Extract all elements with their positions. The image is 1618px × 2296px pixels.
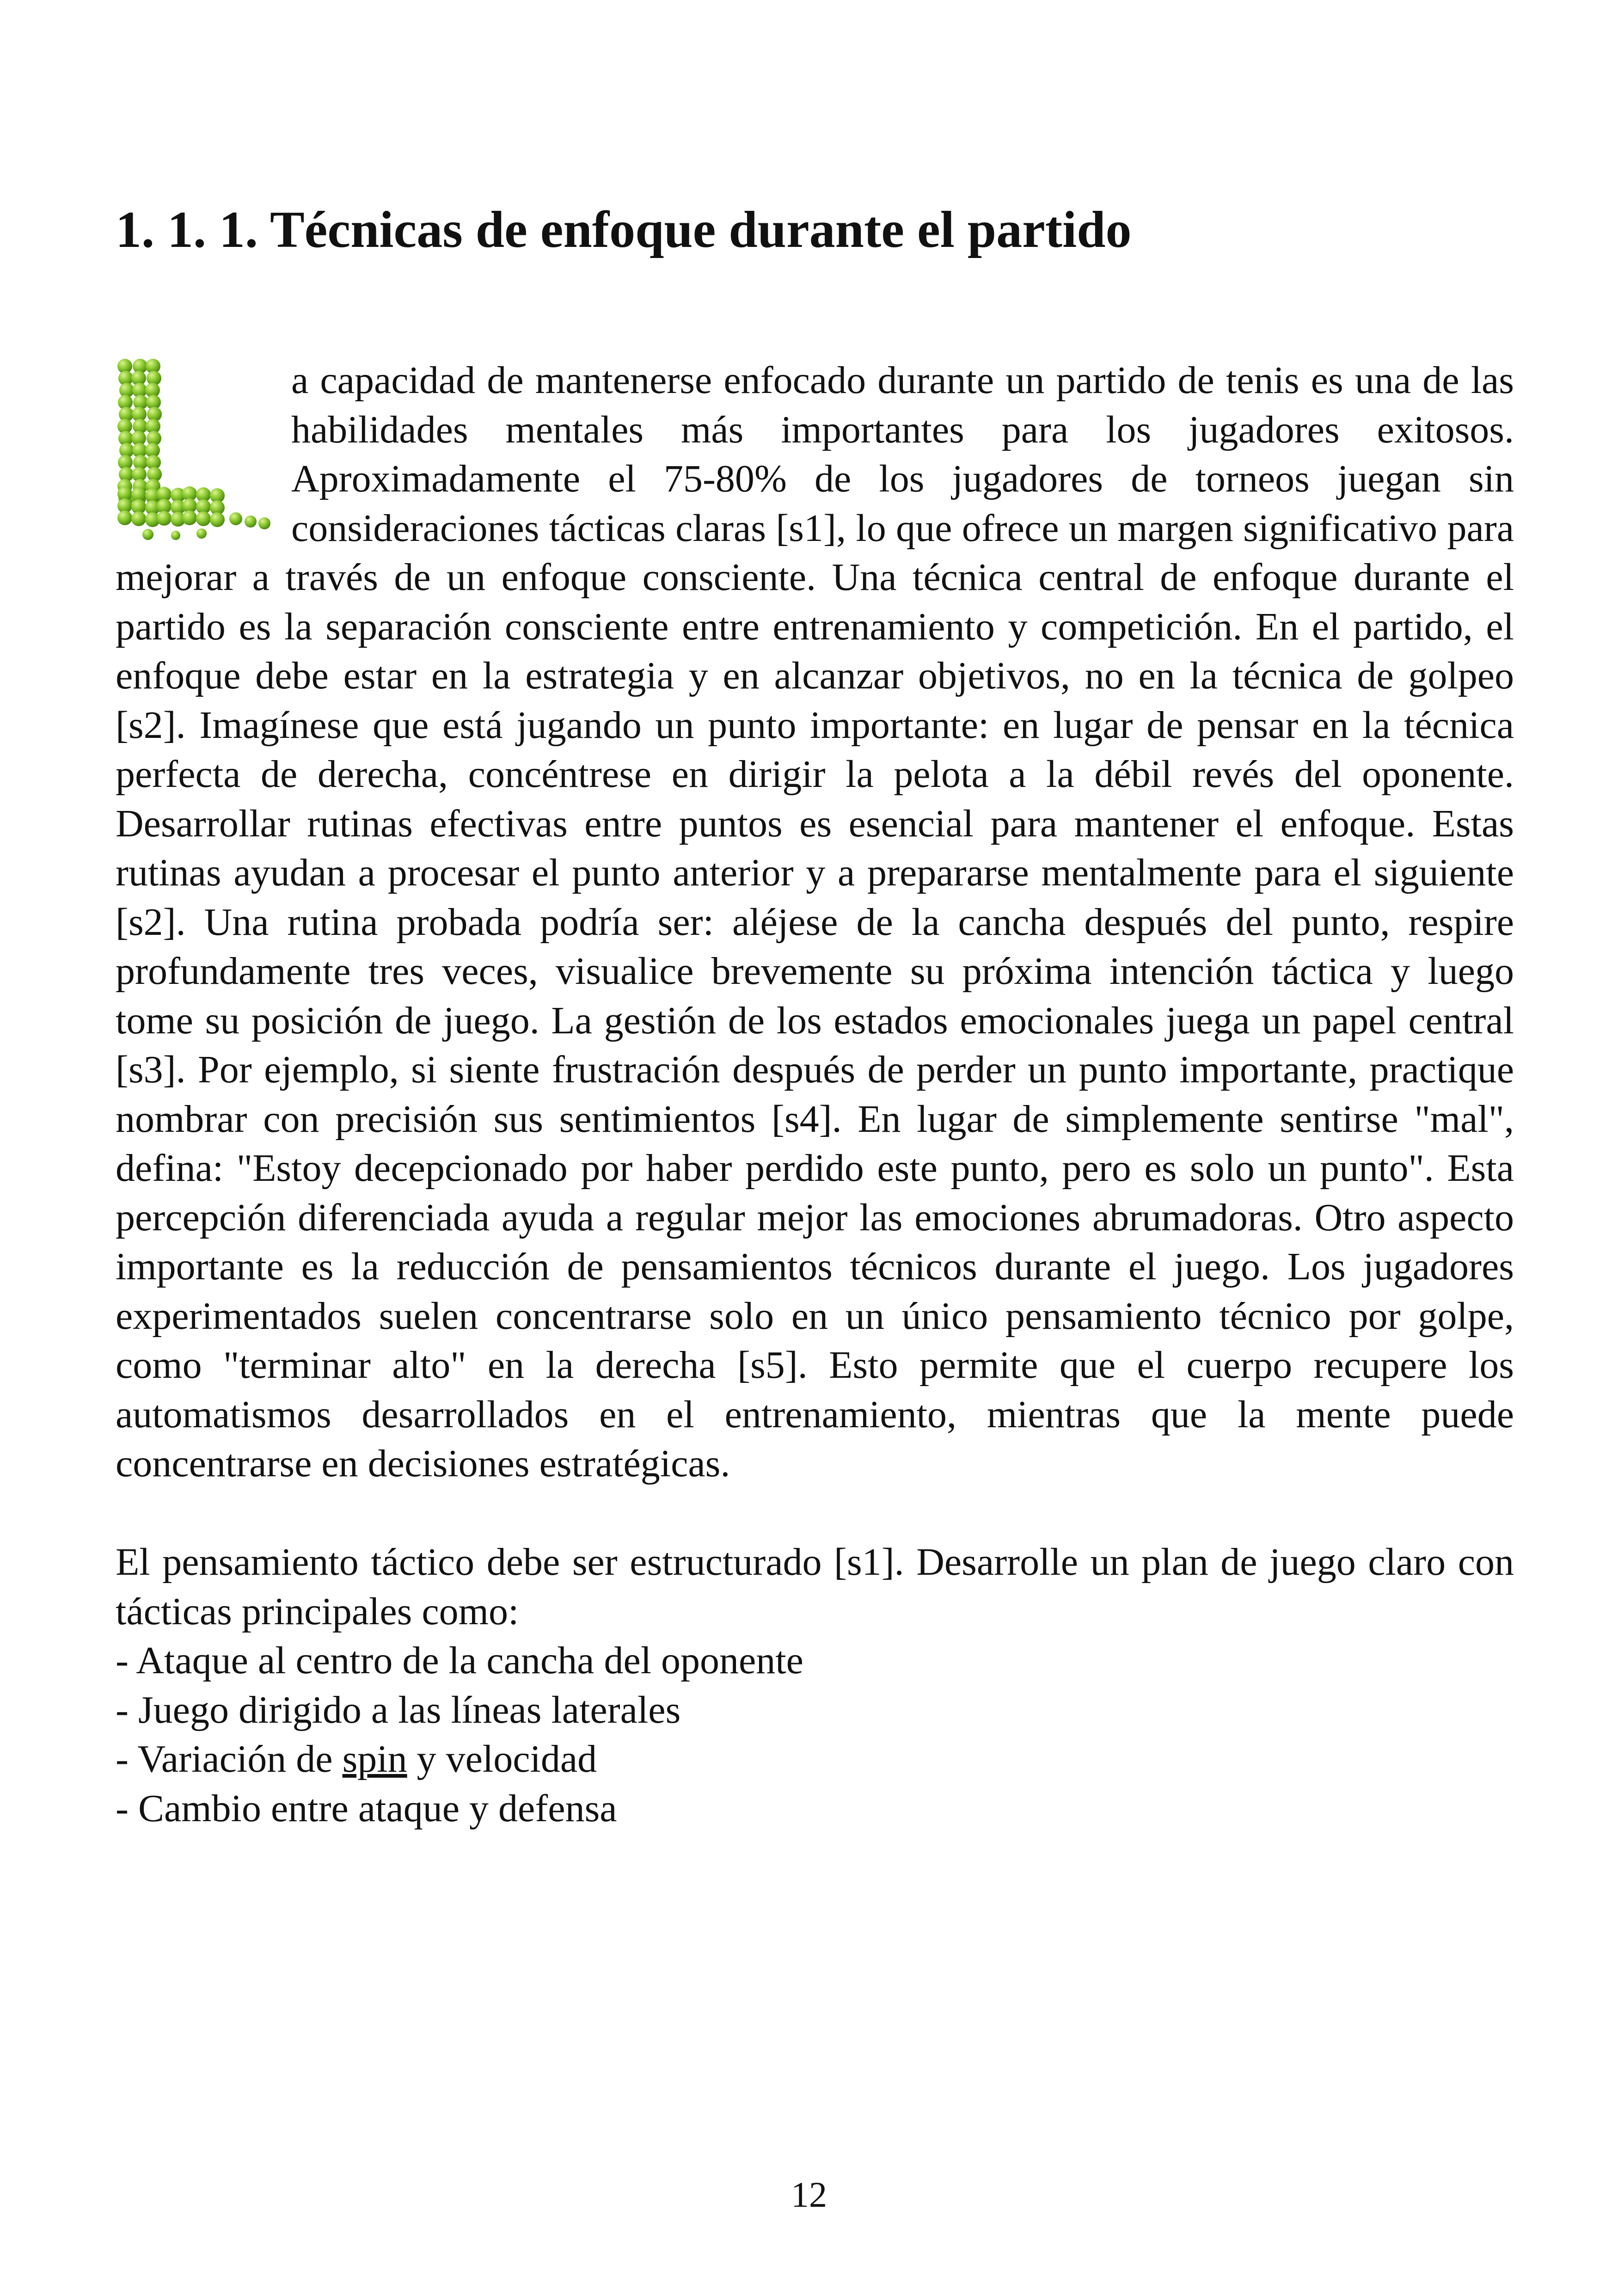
spin-link[interactable]: spin bbox=[342, 1737, 407, 1780]
page-number: 12 bbox=[791, 2174, 827, 2215]
list-item: - Juego dirigido a las líneas laterales bbox=[116, 1688, 681, 1731]
list-item: - Ataque al centro de la cancha del oponente bbox=[116, 1639, 803, 1682]
section-heading: 1. 1. 1. Técnicas de enfoque durante el partido bbox=[116, 201, 1132, 258]
body-text bbox=[116, 356, 1514, 1833]
green-ball-letter-l-icon bbox=[116, 356, 273, 546]
paragraph-tactics: El pensamiento táctico debe ser estructurado [s1]. Desarrolle un plan de juego claro con tácticas principales como: bbox=[116, 1541, 1514, 1633]
list-item-text: - Variación de bbox=[116, 1737, 343, 1780]
paragraph-gap bbox=[116, 1489, 1514, 1538]
list-item-text: y velocidad bbox=[407, 1737, 597, 1780]
list-item bbox=[116, 1735, 1514, 1784]
list-item: - Cambio entre ataque y defensa bbox=[116, 1786, 617, 1830]
paragraph-intro: a capacidad de mantenerse enfocado durante un partido de tenis es una de las habilidades mentales más importantes para los jugadores exitosos. Aproximadamente el 75-80% de los jugadores de torneos juegan sin consideraciones tácticas claras [s1], lo que ofrece un margen significativo para mejorar a través de un enfoque consciente. Una técnica central de enfoque durante el partido es la separación consciente entre entrenamiento y competición. En el partido, el enfoque debe estar en la estrategia y en alcanzar objetivos, no en la técnica de golpeo [s2]. Imagínese que está jugando un punto importante: en lugar de pensar en la técnica perfecta de derecha, concéntrese en dirigir la pelota a la débil revés del oponente. Desarrollar rutinas efectivas entre puntos es esencial para mantener el enfoque. Estas rutinas ayudan a procesar el punto anterior y a prepararse mentalmente para el siguiente [s2]. Una rutina probada podría ser: aléjese de la cancha después del punto, respire profundamente tres veces, visualice brevemente su próxima intención táctica y luego tome su posición de juego. La gestión de los estados emocionales juega un papel central [s3]. Por ejemplo, si siente frustración después de perder un punto importante, practique nombrar con precisión sus sentimientos [s4]. En lugar de simplemente sentirse "mal", defina: "Estoy decepcionado por haber perdido este punto, pero es solo un punto". Esta percepción diferenciada ayuda a regular mejor las emociones abrumadoras. Otro aspecto importante es la reducción de pensamientos técnicos durante el juego. Los jugadores experimentados suelen concentrarse solo en un único pensamiento técnico por golpe, como "terminar alto" en la derecha [s5]. Esto permite que el cuerpo recupere los automatismos desarrollados en el entrenamiento, mientras que la mente puede concentrarse en decisiones estratégicas. bbox=[116, 359, 1514, 1485]
